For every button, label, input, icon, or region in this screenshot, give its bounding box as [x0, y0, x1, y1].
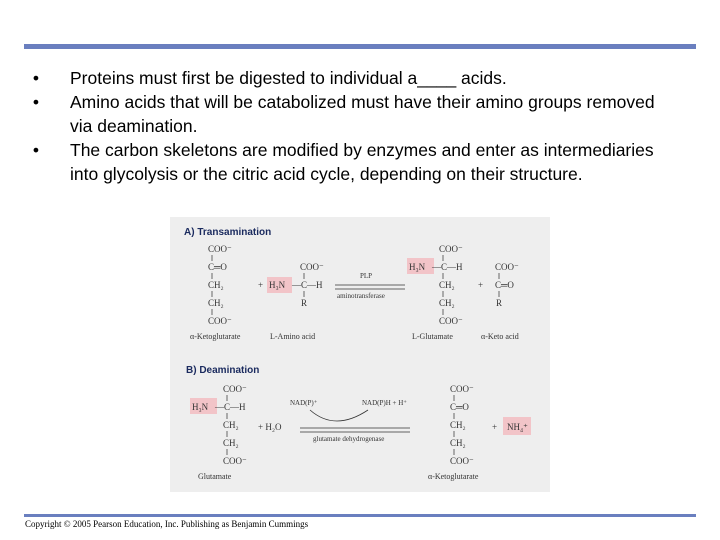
plus-sign: +: [258, 280, 264, 290]
bullet-item: [30, 66, 670, 90]
alpha-ketoglutarate-label: α-Ketoglutarate: [428, 472, 479, 481]
reaction-figure: [170, 217, 550, 492]
svg-text:—C—H: —C—H: [432, 262, 463, 272]
svg-text:R: R: [496, 298, 503, 308]
svg-text:CH₂: CH₂: [450, 420, 466, 430]
alpha-ketoglutarate-structure: [208, 244, 232, 326]
bullet-text: The carbon skeletons are modified by enzymes and enter as intermediaries into glycolysis or the citric acid cycle, depending on their structure.: [70, 140, 654, 184]
plus-sign: +: [478, 280, 484, 290]
svg-text:COO⁻: COO⁻: [208, 244, 232, 254]
glutamate-structure: [409, 244, 463, 326]
bullet-dot: •: [32, 92, 40, 112]
svg-text:COO⁻: COO⁻: [450, 384, 474, 394]
svg-text:CH₂: CH₂: [223, 420, 239, 430]
svg-text:COO⁻: COO⁻: [439, 316, 463, 326]
amino-acid-structure: [269, 262, 324, 308]
svg-text:COO⁻: COO⁻: [208, 316, 232, 326]
bullet-text: Proteins must first be digested to individual a____ acids.: [70, 68, 507, 88]
glutamate-structure: [192, 384, 247, 466]
bullet-text: Amino acids that will be catabolized must have their amino groups removed via deamination.: [70, 92, 655, 136]
svg-text:C═O: C═O: [495, 280, 514, 290]
svg-text:COO⁻: COO⁻: [223, 456, 247, 466]
nadp-cofactor: NAD(P)⁺: [290, 399, 318, 407]
svg-text:CH₂: CH₂: [208, 298, 224, 308]
svg-text:H₃N: H₃N: [192, 402, 209, 412]
nadph-cofactor: NAD(P)H + H⁺: [362, 399, 407, 407]
bullet-item: [30, 90, 670, 138]
svg-text:R: R: [301, 298, 308, 308]
svg-text:H₃N: H₃N: [409, 262, 426, 272]
alpha-ketoglutarate-label: α-Ketoglutarate: [190, 332, 241, 341]
glutamate-label: Glutamate: [198, 472, 232, 481]
bullet-dot: •: [32, 68, 40, 88]
svg-text:COO⁻: COO⁻: [300, 262, 324, 272]
l-glutamate-label: L-Glutamate: [412, 332, 453, 341]
alpha-ketoglutarate-structure: [450, 384, 474, 466]
water-reactant: + H₂O: [258, 422, 282, 432]
bottom-rule: [24, 514, 696, 517]
svg-text:COO⁻: COO⁻: [495, 262, 519, 272]
svg-text:CH₂: CH₂: [450, 438, 466, 448]
svg-text:H₃N: H₃N: [269, 280, 286, 290]
ammonium-product: NH₄⁺: [507, 422, 528, 432]
bullet-item: [30, 138, 670, 186]
plus-sign: +: [492, 422, 498, 432]
glutamate-dehydrogenase-label: glutamate dehydrogenase: [313, 435, 385, 443]
svg-text:—C—H: —C—H: [215, 402, 246, 412]
plp-cofactor: PLP: [360, 272, 373, 280]
aminotransferase-label: aminotransferase: [337, 292, 385, 300]
reaction-diagram: [170, 217, 550, 492]
svg-text:COO⁻: COO⁻: [450, 456, 474, 466]
svg-text:—C—H: —C—H: [292, 280, 323, 290]
svg-text:CH₂: CH₂: [208, 280, 224, 290]
svg-text:C═O: C═O: [450, 402, 469, 412]
svg-text:CH₂: CH₂: [223, 438, 239, 448]
svg-text:C═O: C═O: [208, 262, 227, 272]
bullet-dot: •: [32, 140, 40, 160]
transamination-heading: A) Transamination: [184, 227, 272, 238]
l-amino-acid-label: L-Amino acid: [270, 332, 316, 341]
svg-text:CH₂: CH₂: [439, 280, 455, 290]
bullet-list: [30, 66, 670, 186]
deamination-heading: B) Deamination: [186, 365, 260, 376]
svg-text:CH₂: CH₂: [439, 298, 455, 308]
cofactor-curve-arrow: [310, 410, 368, 421]
svg-text:COO⁻: COO⁻: [223, 384, 247, 394]
alpha-keto-acid-label: α-Keto acid: [481, 332, 519, 341]
keto-acid-structure: [495, 262, 519, 308]
copyright-notice: Copyright © 2005 Pearson Education, Inc. Publishing as Benjamin Cummings: [25, 519, 309, 529]
svg-text:COO⁻: COO⁻: [439, 244, 463, 254]
top-rule: [24, 44, 696, 49]
